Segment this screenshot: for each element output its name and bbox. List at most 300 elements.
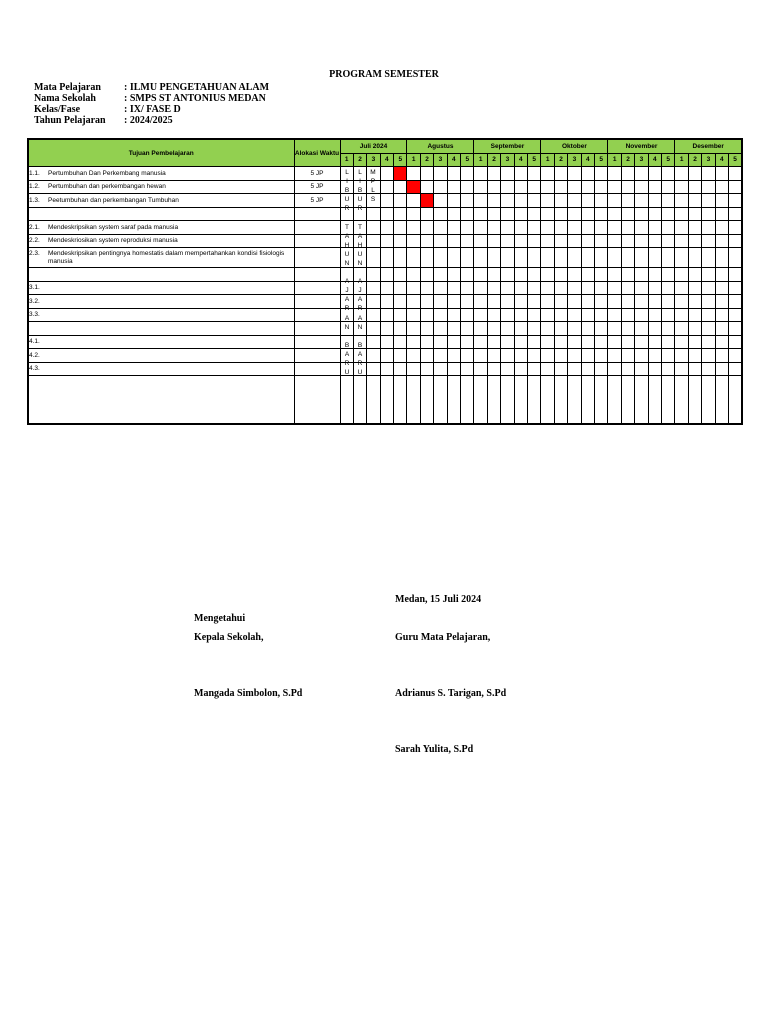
goal-number: 4.1. [29,338,40,346]
week-cell [434,308,447,322]
month-header: Desember [675,139,742,153]
week-header: 5 [662,153,675,167]
week-cell [621,322,634,336]
week-header: 5 [461,153,474,167]
week-cell [675,281,688,295]
goal-cell [28,248,294,268]
week-cell [474,207,487,221]
vertical-note-letter: J [345,287,349,295]
vertical-note-letter: U [344,196,350,204]
week-cell [702,248,715,268]
scheduled-week-cell [394,167,407,181]
principal-name: Mangada Simbolon, S.Pd [194,688,303,699]
week-cell [541,281,554,295]
week-cell [635,376,648,424]
meta-value: : SMPS ST ANTONIUS MEDAN [124,93,266,104]
week-header: 5 [729,153,742,167]
week-cell [675,180,688,194]
alloc-cell [294,295,340,309]
week-cell [420,248,433,268]
week-cell [635,308,648,322]
week-cell [554,308,567,322]
place-date: Medan, 15 Juli 2024 [395,594,482,605]
week-cell [621,308,634,322]
week-cell [420,281,433,295]
week-cell [367,207,380,221]
week-cell [474,308,487,322]
week-cell [407,167,420,181]
meta-label: Tahun Pelajaran [34,115,106,126]
week-header: 2 [487,153,500,167]
table-row [28,234,742,248]
week-cell [380,207,393,221]
week-cell [702,194,715,208]
week-cell [367,335,380,349]
week-cell [474,248,487,268]
week-cell [568,194,581,208]
week-cell [474,268,487,282]
week-cell [394,268,407,282]
week-cell [554,207,567,221]
week-header: 5 [528,153,541,167]
week-cell [487,221,500,235]
week-cell [541,268,554,282]
week-cell [501,180,514,194]
week-cell [461,376,474,424]
week-cell [595,248,608,268]
week-cell [541,322,554,336]
week-cell [380,221,393,235]
week-cell [688,308,701,322]
week-cell [648,362,661,376]
week-cell [541,194,554,208]
week-cell [528,268,541,282]
week-cell [608,308,621,322]
week-cell [447,349,460,363]
week-cell [568,221,581,235]
week-cell [541,362,554,376]
week-header: 1 [608,153,621,167]
alloc-cell [294,268,340,282]
week-cell [648,167,661,181]
vertical-note-letter: I [359,178,361,186]
header-row-months [28,139,742,153]
week-cell [702,221,715,235]
week-cell [501,221,514,235]
goal-number: 3.1. [29,284,40,292]
vertical-note-letter: A [344,278,350,286]
week-cell [541,180,554,194]
week-cell [621,281,634,295]
week-cell [420,221,433,235]
week-cell [568,322,581,336]
week-cell [608,248,621,268]
week-cell [608,194,621,208]
vertical-note-letter: S [370,196,376,204]
month-header: September [474,139,541,153]
week-header: 4 [715,153,728,167]
goal-text: Peetumbuhan dan perkembangan Tumbuhan [48,196,179,204]
vertical-note-letter: A [344,296,350,304]
vertical-note-letter [341,268,353,277]
week-cell [394,322,407,336]
week-cell [729,362,742,376]
table-row [28,248,742,268]
week-cell [528,295,541,309]
week-cell [568,167,581,181]
week-cell [702,376,715,424]
week-cell [648,180,661,194]
week-cell [474,221,487,235]
week-cell [675,207,688,221]
week-cell [621,234,634,248]
week-cell [501,207,514,221]
week-cell [434,167,447,181]
week-cell [367,281,380,295]
week-cell [528,281,541,295]
week-cell [528,308,541,322]
week-cell [675,248,688,268]
week-cell [581,335,594,349]
week-cell [447,376,460,424]
week-cell [648,349,661,363]
week-cell [688,268,701,282]
week-cell [541,234,554,248]
week-cell [420,234,433,248]
week-cell [367,234,380,248]
principal-title: Kepala Sekolah, [194,632,264,643]
week-cell [554,248,567,268]
semester-schedule-table [27,138,743,425]
week-cell [367,221,380,235]
week-cell [729,268,742,282]
week-cell [487,335,500,349]
vertical-note-letter: N [357,259,363,267]
week-cell [407,322,420,336]
week-cell [394,295,407,309]
table-row [28,362,742,376]
vertical-note-letter [341,213,353,222]
week-cell [595,376,608,424]
week-cell [648,335,661,349]
week-cell [702,268,715,282]
week-cell [434,194,447,208]
meta-label: Nama Sekolah [34,93,96,104]
week-cell [474,194,487,208]
teacher-name-1: Adrianus S. Tarigan, S.Pd [395,688,507,699]
table-row [28,180,742,194]
week-cell [635,268,648,282]
week-cell [447,180,460,194]
table-row [28,335,742,349]
week-cell [729,180,742,194]
week-cell [715,180,728,194]
week-cell [461,221,474,235]
week-cell [367,248,380,268]
vertical-note-letter: A [357,350,363,358]
week-cell [487,194,500,208]
week-cell [487,322,500,336]
week-header: 1 [340,153,353,167]
week-cell [394,207,407,221]
week-header: 2 [353,153,366,167]
week-cell [554,281,567,295]
week-cell [581,167,594,181]
week-cell [595,207,608,221]
week-cell [461,295,474,309]
table-row [28,281,742,295]
vertical-note-letter: M [370,169,376,176]
table-row [28,376,742,424]
week-cell [729,167,742,181]
week-cell [541,295,554,309]
vertical-note-letter: R [357,359,363,367]
alloc-cell [294,335,340,349]
week-cell [434,295,447,309]
week-cell [715,221,728,235]
week-cell [487,234,500,248]
week-cell [581,322,594,336]
week-cell [635,295,648,309]
vertical-note-letter: A [357,296,363,304]
week-cell [729,207,742,221]
week-cell [688,295,701,309]
week-cell [434,376,447,424]
week-cell [608,376,621,424]
goal-number: 3.2. [29,297,40,305]
week-cell [581,234,594,248]
alloc-cell [294,349,340,363]
week-header: 4 [514,153,527,167]
week-cell [568,180,581,194]
week-cell [648,295,661,309]
vertical-note-letter: U [357,196,363,204]
vertical-note-letter: A [344,314,350,322]
week-cell [554,335,567,349]
week-cell [380,281,393,295]
week-cell [407,281,420,295]
week-cell [621,295,634,309]
week-cell [394,335,407,349]
goal-cell [28,308,294,322]
week-cell [447,167,460,181]
week-cell [487,349,500,363]
week-header: 2 [420,153,433,167]
week-header: 3 [367,153,380,167]
week-cell [420,376,433,424]
week-cell [501,362,514,376]
week-cell [675,167,688,181]
week-cell [487,167,500,181]
week-cell [621,221,634,235]
goal-cell [28,281,294,295]
week-cell [554,180,567,194]
week-cell [407,268,420,282]
week-cell [702,234,715,248]
week-cell [474,335,487,349]
week-cell [621,349,634,363]
week-cell [688,281,701,295]
goal-cell [28,268,294,282]
week-cell [581,268,594,282]
meta-row [34,104,269,115]
week-header: 1 [474,153,487,167]
week-cell [688,221,701,235]
week-cell [487,207,500,221]
week-cell [568,281,581,295]
week-cell [715,234,728,248]
goal-number: 4.2. [29,351,40,359]
week-cell [554,167,567,181]
week-cell [581,349,594,363]
week-cell [729,349,742,363]
alloc-cell: 5 JP [294,194,340,208]
week-cell [447,194,460,208]
table-row [28,308,742,322]
week-cell [581,207,594,221]
week-cell [514,322,527,336]
week-cell [501,268,514,282]
week-cell [648,194,661,208]
week-cell [528,234,541,248]
week-cell [595,335,608,349]
week-cell [367,349,380,363]
table-row [28,194,742,208]
vertical-note-letter: A [357,314,363,322]
week-cell [662,362,675,376]
week-cell [648,322,661,336]
vertical-note-letter [341,332,353,341]
week-cell [541,248,554,268]
week-cell [541,376,554,424]
goal-text: Mendeskripsikan pentingnya homestatis dalam mempertahankan kondisi fisiologis manusia [48,249,285,265]
week-cell [447,295,460,309]
week-cell [608,322,621,336]
week-cell [608,234,621,248]
week-cell [447,322,460,336]
week-cell [702,335,715,349]
week-cell [675,268,688,282]
goal-text: Pertumbuhan dan perkembangan hewan [48,183,166,191]
week-cell [461,194,474,208]
goal-number: 2.2. [29,237,40,245]
week-cell [635,167,648,181]
goal-number: 3.3. [29,311,40,319]
week-cell [380,376,393,424]
vertical-note-letter: N [344,323,350,331]
week-cell [608,207,621,221]
week-cell [447,308,460,322]
week-cell [554,349,567,363]
week-cell [541,349,554,363]
meta-value: : ILMU PENGETAHUAN ALAM [124,82,270,93]
goal-number: 1.1. [29,169,40,177]
month-header: Agustus [407,139,474,153]
goal-cell [28,207,294,221]
week-cell [688,248,701,268]
week-cell [568,268,581,282]
alloc-cell [294,281,340,295]
vertical-note-letter: I [346,178,348,186]
goal-cell [28,376,294,424]
week-cell [675,362,688,376]
vertical-note-letter: L [371,187,375,195]
week-cell [688,362,701,376]
scheduled-week-cell [407,180,420,194]
week-cell [420,322,433,336]
week-cell [715,194,728,208]
vertical-note-letter: R [357,205,363,213]
week-cell [474,167,487,181]
week-cell [554,221,567,235]
vertical-note-letter: A [357,278,363,286]
week-cell [407,349,420,363]
table-row [28,295,742,309]
week-cell [434,362,447,376]
week-cell [380,349,393,363]
week-cell [608,362,621,376]
week-cell [662,207,675,221]
week-cell [715,248,728,268]
meta-value: : 2024/2025 [124,115,173,126]
week-cell [729,221,742,235]
week-header: 4 [447,153,460,167]
week-cell [688,376,701,424]
week-header: 1 [407,153,420,167]
week-cell [715,295,728,309]
goal-cell [28,322,294,336]
vertical-note-letter: U [357,250,363,258]
week-cell [461,268,474,282]
week-cell [635,335,648,349]
goal-text: Mendeskripsikan system saraf pada manusia [48,223,179,231]
week-cell [420,295,433,309]
vertical-note-letter: B [357,341,363,349]
goal-cell [28,180,294,194]
week-cell [621,376,634,424]
week-header: 3 [568,153,581,167]
week-cell [568,308,581,322]
week-cell [340,376,353,424]
week-cell [474,281,487,295]
week-cell [420,167,433,181]
week-cell [648,207,661,221]
week-header: 2 [688,153,701,167]
week-cell [434,349,447,363]
table-row [28,322,742,336]
week-cell [420,268,433,282]
week-cell [514,376,527,424]
week-cell [715,349,728,363]
week-cell [528,248,541,268]
week-cell [554,376,567,424]
week-cell [514,194,527,208]
teacher-title: Guru Mata Pelajaran, [395,632,491,643]
week-cell [608,335,621,349]
week-cell [662,349,675,363]
week-cell [648,308,661,322]
alloc-column-header: Alokasi Waktu [294,139,340,167]
week-cell [662,167,675,181]
week-cell [662,234,675,248]
alloc-cell: 5 JP [294,180,340,194]
vertical-note-letter: P [370,178,376,186]
week-cell [635,221,648,235]
vertical-note-letter: H [344,241,350,249]
week-cell [608,167,621,181]
week-cell [621,335,634,349]
month-header: November [608,139,675,153]
